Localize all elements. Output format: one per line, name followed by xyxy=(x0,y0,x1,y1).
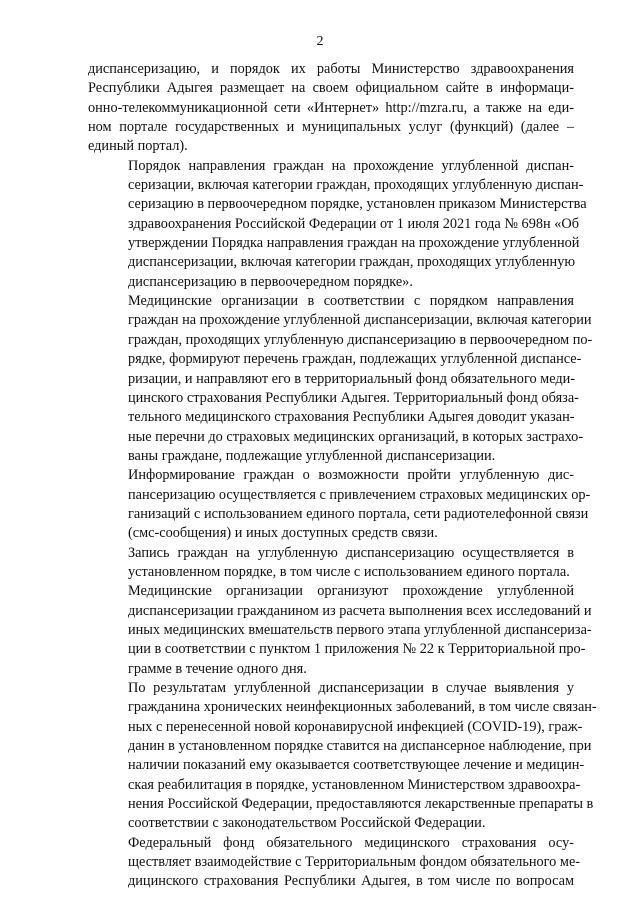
text-line: Республики Адыгея размещает на своем официальном сайте в информаци- xyxy=(88,80,574,97)
text-line: грамме в течение одного дня. xyxy=(128,660,307,677)
text-line: пансеризацию осуществляется с привлечением страховых медицинских ор- xyxy=(128,486,591,503)
text-line: ных с перенесенной новой коронавирусной инфекцией (COVID-19), граж- xyxy=(128,718,583,735)
text-line: единый портал). xyxy=(88,138,188,155)
text-line: иных медицинских вмешательств первого этапа углубленной диспансериза- xyxy=(128,621,592,638)
page-number: 2 xyxy=(316,34,324,49)
text-line: рядке, формируют перечень граждан, подлежащих углубленной диспансе- xyxy=(128,351,582,368)
text-line: диспансеризацию в первоочередном порядке». xyxy=(128,273,413,290)
text-line: установленном порядке, в том числе с использованием единого портала. xyxy=(128,563,570,580)
text-line: серизацию в первоочередном порядке, установлен приказом Министерства xyxy=(128,196,587,213)
text-line: нения Российской Федерации, предоставляются лекарственные препараты в xyxy=(128,796,594,813)
paragraph-7 xyxy=(88,679,597,834)
text-line: утверждении Порядка направления граждан на прохождение углубленной xyxy=(128,235,580,252)
text-line: диспансеризации, включая категории граждан, проходящих углубленную xyxy=(128,254,576,271)
paragraph-2 xyxy=(88,157,587,292)
text-line: ном портале государственных и муниципальных услуг (функций) (далее – xyxy=(88,119,574,136)
text-line: Запись граждан на углубленную диспансеризацию осуществляется в xyxy=(128,544,574,561)
text-line: ганизаций с использованием единого портала, сети радиотелефонной связи xyxy=(128,505,589,522)
paragraph-6 xyxy=(88,582,592,679)
text-line: ществляет взаимодействие с Территориальным фондом обязательного ме- xyxy=(128,854,581,871)
paragraph-1 xyxy=(88,60,574,157)
text-line: Федеральный фонд обязательного медицинского страхования осу- xyxy=(128,834,574,851)
text-line: серизации, включая категории граждан, проходящих углубленную диспан- xyxy=(128,177,584,194)
text-line: Медицинские организации организуют прохождение углубленной xyxy=(128,583,574,600)
text-line: наличии показаний ему оказывается соответствующее лечение и медицин- xyxy=(128,757,585,774)
paragraph-3 xyxy=(88,292,593,466)
text-line: ные перечни до страховых медицинских организаций, в которых застрахо- xyxy=(128,428,584,445)
text-line: граждан на прохождение углубленной диспансеризации, включая категории xyxy=(128,312,592,329)
text-line: тельного медицинского страхования Республики Адыгея доводит указан- xyxy=(128,409,575,426)
text-line: (смс-сообщения) и иных доступных средств связи. xyxy=(128,525,438,542)
text-line: ская реабилитация в порядке, установленном Министерством здравоохра- xyxy=(128,776,581,793)
paragraph-8 xyxy=(88,834,581,892)
paragraph-5 xyxy=(88,544,574,583)
document-body xyxy=(88,60,597,892)
text-line: цинского страхования Республики Адыгея. Территориальный фонд обяза- xyxy=(128,389,579,406)
text-line: граждан, проходящих углубленную диспансеризацию в первоочередном по- xyxy=(128,331,593,348)
text-line: онно-телекоммуникационной сети «Интернет» http://mzra.ru, а также на еди- xyxy=(88,99,574,116)
text-line: Информирование граждан о возможности пройти углубленную дис- xyxy=(128,467,574,484)
text-line: ваны граждане, подлежащие углубленной диспансеризации. xyxy=(128,447,496,464)
text-line: Медицинские организации в соответствии с порядком направления xyxy=(128,293,574,310)
text-line: здравоохранения Российской Федерации от 1 июля 2021 года № 698н «Об xyxy=(128,215,579,232)
text-line: По результатам углубленной диспансеризации в случае выявления у xyxy=(128,680,574,696)
paragraph-4 xyxy=(88,466,591,543)
text-line: соответствии с законодательством Российской Федерации. xyxy=(128,815,486,832)
text-line: диспансеризацию, и порядок их работы Министерство здравоохранения xyxy=(88,61,574,77)
text-line: данин в установленном порядке ставится на диспансерное наблюдение, при xyxy=(128,738,592,755)
text-line: диспансеризации гражданином из расчета выполнения всех исследований и xyxy=(128,602,592,619)
text-line: Порядок направления граждан на прохождение углубленной диспан- xyxy=(128,157,574,174)
text-line: ризации, и направляют его в территориальный фонд обязательного меди- xyxy=(128,370,576,387)
text-line: дицинского страхования Республики Адыгея, в том числе по вопросам xyxy=(128,873,574,890)
text-line: ции в соответствии с пунктом 1 приложения № 22 к Территориальной про- xyxy=(128,641,586,658)
text-line: гражданина хронических неинфекционных заболеваний, в том числе связан- xyxy=(128,699,597,716)
